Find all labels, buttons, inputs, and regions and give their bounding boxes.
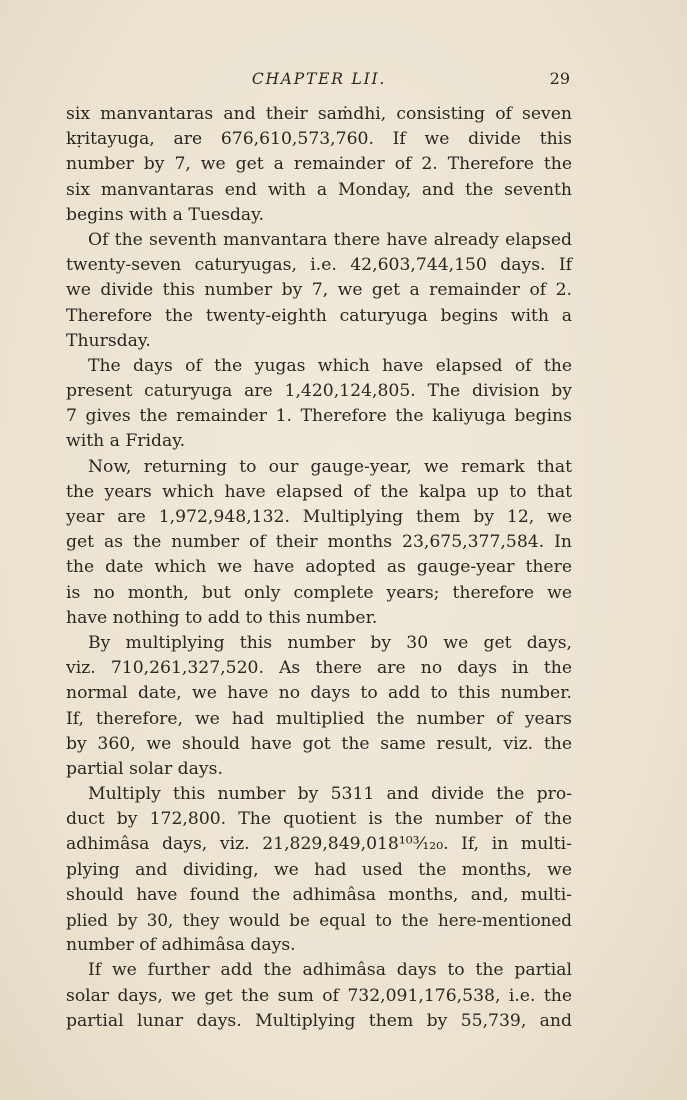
text-line: get as the number of their months 23,675,377,584. In <box>66 532 572 553</box>
text-line: normal date, we have no days to add to this number. <box>66 683 572 704</box>
text-line: partial solar days. <box>66 758 223 779</box>
text-line: six manvantaras end with a Monday, and the seventh <box>66 179 572 200</box>
paragraph <box>66 958 572 1034</box>
text-line: If, therefore, we had multiplied the number of years <box>66 708 572 729</box>
text-line: The days of the yugas which have elapsed of the <box>88 355 572 376</box>
text-line: should have found the adhimâsa months, and, multi- <box>66 884 572 905</box>
text-line: twenty-seven caturyugas, i.e. 42,603,744,150 days. If <box>66 255 572 276</box>
text-line: number of adhimâsa days. <box>66 935 296 956</box>
text-line: duct by 172,800. The quotient is the number of the <box>66 809 572 830</box>
text-line: Now, returning to our gauge-year, we remark that <box>88 456 572 477</box>
paragraph <box>66 782 572 958</box>
text-line: plying and dividing, we had used the months, we <box>66 859 572 880</box>
text-line: number by 7, we get a remainder of 2. Therefore the <box>66 154 572 175</box>
text-line: the date which we have adopted as gauge-year there <box>66 557 572 578</box>
text-line: solar days, we get the sum of 732,091,176,538, i.e. the <box>66 985 572 1006</box>
text-line: Of the seventh manvantara there have already elapsed <box>88 229 572 250</box>
paragraph <box>66 102 572 228</box>
text-line: we divide this number by 7, we get a remainder of 2. <box>66 280 572 301</box>
text-line: the years which have elapsed of the kalpa up to that <box>66 481 572 502</box>
paragraph <box>66 354 572 455</box>
text-line: have nothing to add to this number. <box>66 607 378 628</box>
text-line: kṛitayuga, are 676,610,573,760. If we divide this <box>66 129 572 150</box>
text-line: Thursday. <box>66 330 151 351</box>
text-line: By multiplying this number by 30 we get days, <box>88 632 572 653</box>
text-line: is no month, but only complete years; therefore we <box>66 582 572 603</box>
text-line: year are 1,972,948,132. Multiplying them by 12, we <box>66 507 572 527</box>
text-line: viz. 710,261,327,520. As there are no days in the <box>66 658 572 679</box>
text-line: with a Friday. <box>66 431 186 452</box>
text-line: 7 gives the remainder 1. Therefore the kaliyuga begins <box>66 406 572 427</box>
text-line: plied by 30, they would be equal to the here-mentioned <box>66 910 572 930</box>
text-line: six manvantaras and their saṁdhi, consisting of seven <box>66 104 572 124</box>
text-line: adhimâsa days, viz. 21,829,849,018¹⁰³⁄₁₂₀. If, in multi- <box>66 834 572 855</box>
text-body <box>66 102 572 1034</box>
paragraph <box>66 631 572 782</box>
text-line: Multiply this number by 5311 and divide the pro- <box>88 784 572 805</box>
text-line: partial lunar days. Multiplying them by 55,739, and <box>66 1010 572 1031</box>
text-line: present caturyuga are 1,420,124,805. The division by <box>66 381 572 402</box>
text-line: begins with a Tuesday. <box>66 204 265 225</box>
text-line: Therefore the twenty-eighth caturyuga begins with a <box>66 305 572 326</box>
page-number: 29 <box>549 69 570 88</box>
text-line: by 360, we should have got the same result, viz. the <box>66 733 572 754</box>
chapter-title: CHAPTER LII. <box>251 70 387 88</box>
text-line: If we further add the adhimâsa days to the partial <box>88 960 572 981</box>
paragraph <box>66 228 572 354</box>
paragraph <box>66 455 572 631</box>
running-head <box>66 64 572 94</box>
